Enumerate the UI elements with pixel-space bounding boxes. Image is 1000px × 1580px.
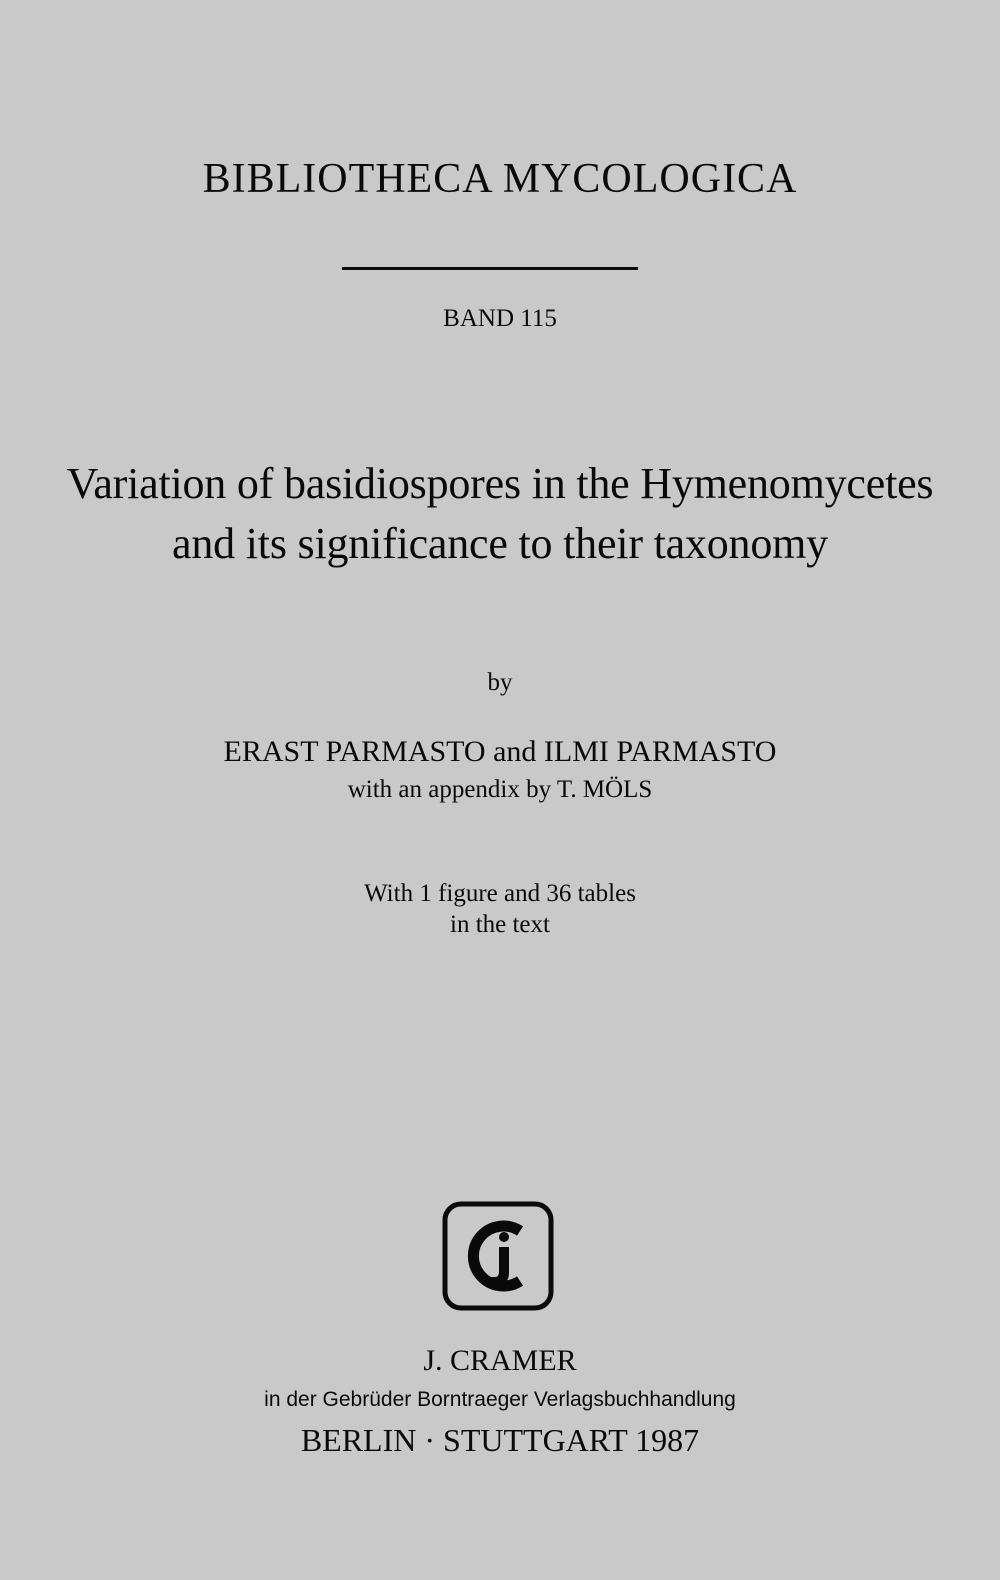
book-title-line-2: and its significance to their taxonomy [172, 519, 828, 568]
publisher-imprint: in der Gebrüder Borntraeger Verlagsbuchhandlung [264, 1388, 736, 1411]
by-label: by [487, 669, 513, 696]
publication-place-year: BERLIN · STUTTGART 1987 [300, 1422, 700, 1458]
title-divider [342, 267, 638, 270]
authors: ERAST PARMASTO and ILMI PARMASTO [223, 735, 777, 768]
volume-number: BAND 115 [443, 305, 557, 332]
series-title: BIBLIOTHECA MYCOLOGICA [202, 156, 798, 202]
publisher-name: J. CRAMER [423, 1344, 577, 1377]
appendix-credit: with an appendix by T. MÖLS [347, 776, 653, 803]
contents-note-line-2: in the text [450, 911, 550, 938]
cramer-cj-logo-icon [442, 1201, 554, 1311]
book-title-line-1: Variation of basidiospores in the Hymenomycetes [66, 459, 934, 508]
contents-note-line-1: With 1 figure and 36 tables [364, 880, 636, 907]
